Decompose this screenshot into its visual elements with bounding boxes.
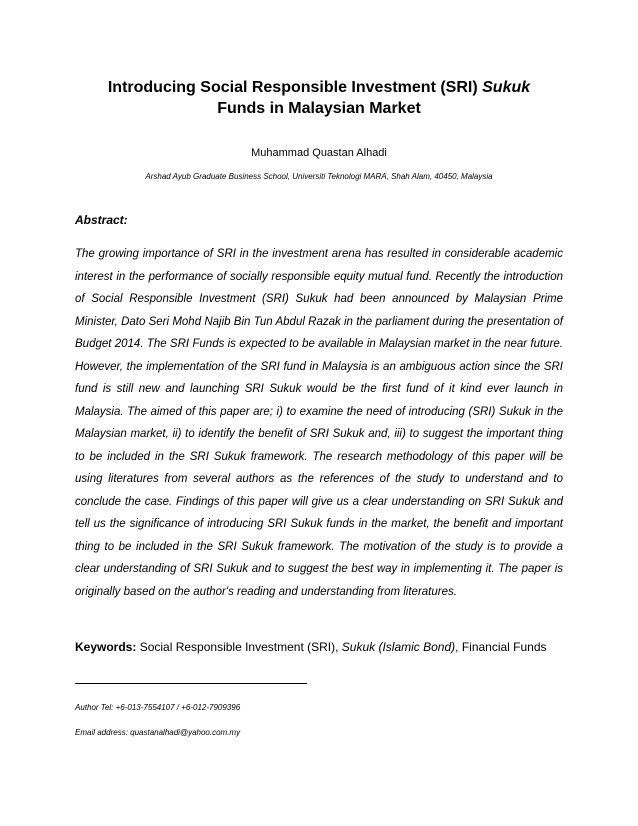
- keywords-label: Keywords:: [75, 640, 137, 654]
- footnote-tel: Author Tel: +6-013-7554107 / +6-012-7909396: [75, 703, 241, 712]
- keywords-line: [75, 640, 565, 654]
- author-name: Muhammad Quastan Alhadi: [251, 147, 387, 159]
- paper-title: [60, 77, 578, 119]
- footnote-email: Email address: quastanalhadi@yahoo.com.my: [75, 728, 241, 737]
- title-line1-prefix: Introducing Social Responsible Investment (SRI): [107, 79, 483, 96]
- title-line2: Funds in Malaysian Market: [217, 100, 421, 117]
- keywords-part2: , Financial Funds: [455, 640, 547, 654]
- footnote-divider: [75, 683, 307, 684]
- keywords-part1: Social Responsible Investment (SRI),: [136, 640, 342, 654]
- author-affiliation: Arshad Ayub Graduate Business School, Universiti Teknologi MARA, Shah Alam, 40450, Malaysia: [145, 172, 493, 181]
- abstract-body: The growing importance of SRI in the investment arena has resulted in considerable academic interest in the performance of socially responsible equity mutual fund. Recently the introduction of Social Responsible Investment (SRI) Sukuk had been announced by Malaysian Prime Minister, Dato Seri Mohd Najib Bin Tun Abdul Razak in the parliament during the presentation of Budget 2014. The SRI Funds is expected to be available in Malaysian market in the near future. However, the implementation of the SRI fund in Malaysia is an ambiguous action since the SRI fund is still new and launching SRI Sukuk would be the first fund of it kind ever launch in Malaysia. The aimed of this paper are; i) to examine the need of introducing (SRI) Sukuk in the Malaysian market, ii) to identify the benefit of SRI Sukuk and, iii) to suggest the important thing to be included in the SRI Sukuk framework. The research methodology of this paper will be using literatures from several authors as the references of the study to understand and to conclude the case. Findings of this paper will give us a clear understanding on SRI Sukuk and tell us the significance of introducing SRI Sukuk funds in the market, the benefit and important thing to be included in the SRI Sukuk framework. The motivation of the study is to provide a clear understanding of SRI Sukuk and to suggest the best way in implementing it. The paper is originally based on the author's reading and understanding from literatures.: [75, 248, 563, 598]
- keywords-italic: Sukuk (Islamic Bond): [341, 640, 456, 654]
- abstract-heading: Abstract:: [75, 213, 128, 227]
- title-line1-italic: Sukuk: [482, 79, 531, 96]
